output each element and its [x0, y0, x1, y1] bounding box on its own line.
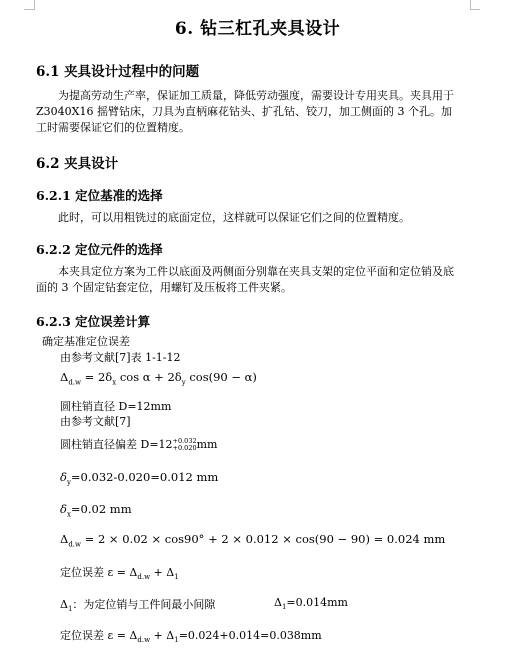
section-6-2-2-paragraph [36, 264, 456, 296]
calc-min-clearance [60, 596, 215, 613]
pin-tolerance-lower: +0.020 [172, 444, 197, 452]
section-6-2-3-heading: 6.2.3 定位误差计算 [36, 314, 151, 329]
formula-dw-part3: cos(90 − α) [189, 370, 257, 384]
section-6-1-paragraph [36, 88, 456, 136]
section-6-2-1-paragraph [36, 210, 456, 226]
pin-tolerance-upper: +0.032 [172, 437, 197, 445]
calc-pin-diameter: 圆柱销直径 D=12mm [60, 400, 172, 413]
delta-x-value: =0.02 mm [70, 502, 132, 516]
section-6-2-2-text: 本夹具定位方案为工件以底面及两侧面分别靠在夹具支架的定位平面和定位销及底面的 3 个固定钻套定位，用螺钉及压板将工件夹紧。 [36, 265, 454, 294]
positioning-error-def-pre: 定位误差 ε = Δ [60, 566, 138, 579]
formula-dw-lhs-sub: d.w [68, 378, 82, 387]
min-clearance-value-sub: 1 [281, 603, 287, 612]
positioning-error-result-sub: d.w [137, 636, 151, 645]
formula-dw-lhs: Δ [60, 370, 69, 384]
formula-delta-x [60, 502, 132, 518]
calc-positioning-error-result [60, 627, 322, 644]
min-clearance-value-number: =0.014mm [286, 596, 348, 609]
delta-x-symbol: δ [60, 502, 67, 516]
formula-dw [60, 370, 257, 386]
dw-result-value: = 2 × 0.02 × cos90° + 2 × 0.012 × cos(90 − 90) = 0.024 mm [81, 532, 446, 546]
positioning-error-def-sub2: 1 [174, 573, 179, 582]
delta-y-value: =0.032-0.020=0.012 mm [70, 470, 219, 484]
pin-tolerance-limits [173, 438, 197, 452]
pin-tolerance-base: 圆柱销直径偏差 D=12 [60, 438, 173, 451]
positioning-error-result-pre: 定位误差 ε = Δ [60, 629, 138, 642]
section-6-2-heading: 6.2 夹具设计 [36, 156, 119, 172]
positioning-error-result-value: =0.024+0.014=0.038mm [178, 629, 322, 642]
calc-pin-tolerance [60, 436, 217, 452]
min-clearance-text: ：为定位销与工件间最小间隙 [72, 598, 216, 611]
min-clearance-value-symbol: Δ [274, 596, 282, 609]
min-clearance-sub: 1 [67, 605, 73, 614]
calc-min-clearance-value [274, 596, 348, 611]
section-6-1-text: 为提高劳动生产率，保证加工质量，降低劳动强度，需要设计专用夹具。夹具用于 Z3040X16 摇臂钻床，刀具为直柄麻花钻头、扩孔钻、铰刀，加工侧面的 3 个孔。加工时需要保证它们的位置精度。 [36, 89, 454, 134]
calc-positioning-error-def [60, 564, 179, 581]
dw-result-symbol: Δ [60, 532, 69, 546]
corner-mark-left [34, 0, 35, 10]
calc-reference: 由参考文献[7] [60, 415, 131, 428]
positioning-error-result-mid: + Δ [150, 629, 175, 642]
calc-intro: 确定基准定位误差 [42, 335, 130, 348]
calc-reference-table: 由参考文献[7]表 1-1-12 [60, 351, 181, 364]
formula-dw-part1: = 2δ [84, 370, 113, 384]
positioning-error-result-sub2: 1 [174, 636, 179, 645]
formula-dw-sub-y: y [181, 378, 186, 387]
formula-dw-part2: cos α + 2δ [119, 370, 182, 384]
delta-y-symbol: δ [60, 470, 67, 484]
formula-delta-y [60, 470, 218, 486]
formula-dw-sub-x: x [112, 378, 117, 387]
positioning-error-def-mid: + Δ [150, 566, 175, 579]
delta-x-sub: x [66, 510, 71, 519]
formula-dw-result [60, 532, 445, 548]
section-6-2-1-text: 此时，可以用粗铣过的底面定位，这样就可以保证它们之间的位置精度。 [58, 211, 410, 224]
section-6-2-1-heading: 6.2.1 定位基准的选择 [36, 188, 163, 203]
positioning-error-def-sub: d.w [137, 573, 151, 582]
corner-mark-left-h [24, 9, 34, 10]
section-6-2-2-heading: 6.2.2 定位元件的选择 [36, 242, 163, 257]
page-title: 6. 钻三杠孔夹具设计 [174, 19, 341, 39]
delta-y-sub: y [66, 478, 71, 487]
pin-tolerance-unit: mm [196, 438, 218, 451]
corner-mark-right-h [470, 9, 480, 10]
section-6-1-heading: 6.1 夹具设计过程中的问题 [36, 64, 200, 80]
dw-result-sub: d.w [68, 540, 82, 549]
min-clearance-symbol: Δ [60, 598, 68, 611]
